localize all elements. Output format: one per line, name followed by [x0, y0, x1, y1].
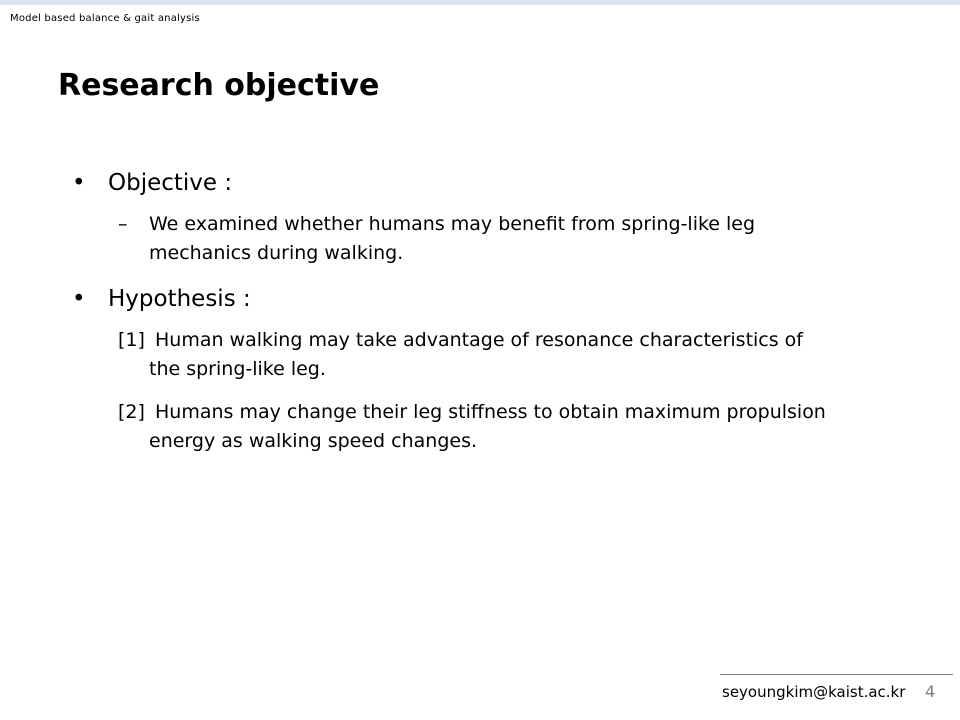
hypothesis-item-1-line1: Human walking may take advantage of resonance characteristics of [155, 329, 803, 351]
objective-item-line1: We examined whether humans may benefit from spring-like leg [149, 213, 756, 235]
hypothesis-item-1 [118, 326, 918, 384]
objective-item-line2: mechanics during walking. [149, 242, 404, 264]
bullet-marker: • [72, 286, 86, 312]
footer-email: seyoungkim@kaist.ac.kr [722, 683, 906, 701]
bullet-marker: • [72, 170, 86, 196]
header-text: Model based balance & gait analysis [10, 13, 200, 24]
hypothesis-item-2-line2: energy as walking speed changes. [149, 430, 478, 452]
hypothesis-item-2-line1: Humans may change their leg stiffness to obtain maximum propulsion [155, 401, 826, 423]
sub-marker-2: [2] [118, 401, 145, 423]
bullet-label-hypothesis: Hypothesis : [108, 286, 251, 312]
sub-marker-1: [1] [118, 329, 145, 351]
objective-item-1 [118, 210, 898, 268]
slide-title: Research objective [58, 68, 380, 103]
hypothesis-item-1-line2: the spring-like leg. [149, 358, 326, 380]
footer-divider [720, 674, 953, 675]
sub-marker-dash: – [118, 213, 128, 235]
hypothesis-item-2 [118, 398, 938, 456]
top-accent-bar [0, 0, 960, 5]
bullet-label-objective: Objective : [108, 170, 233, 196]
page-number: 4 [925, 682, 936, 701]
